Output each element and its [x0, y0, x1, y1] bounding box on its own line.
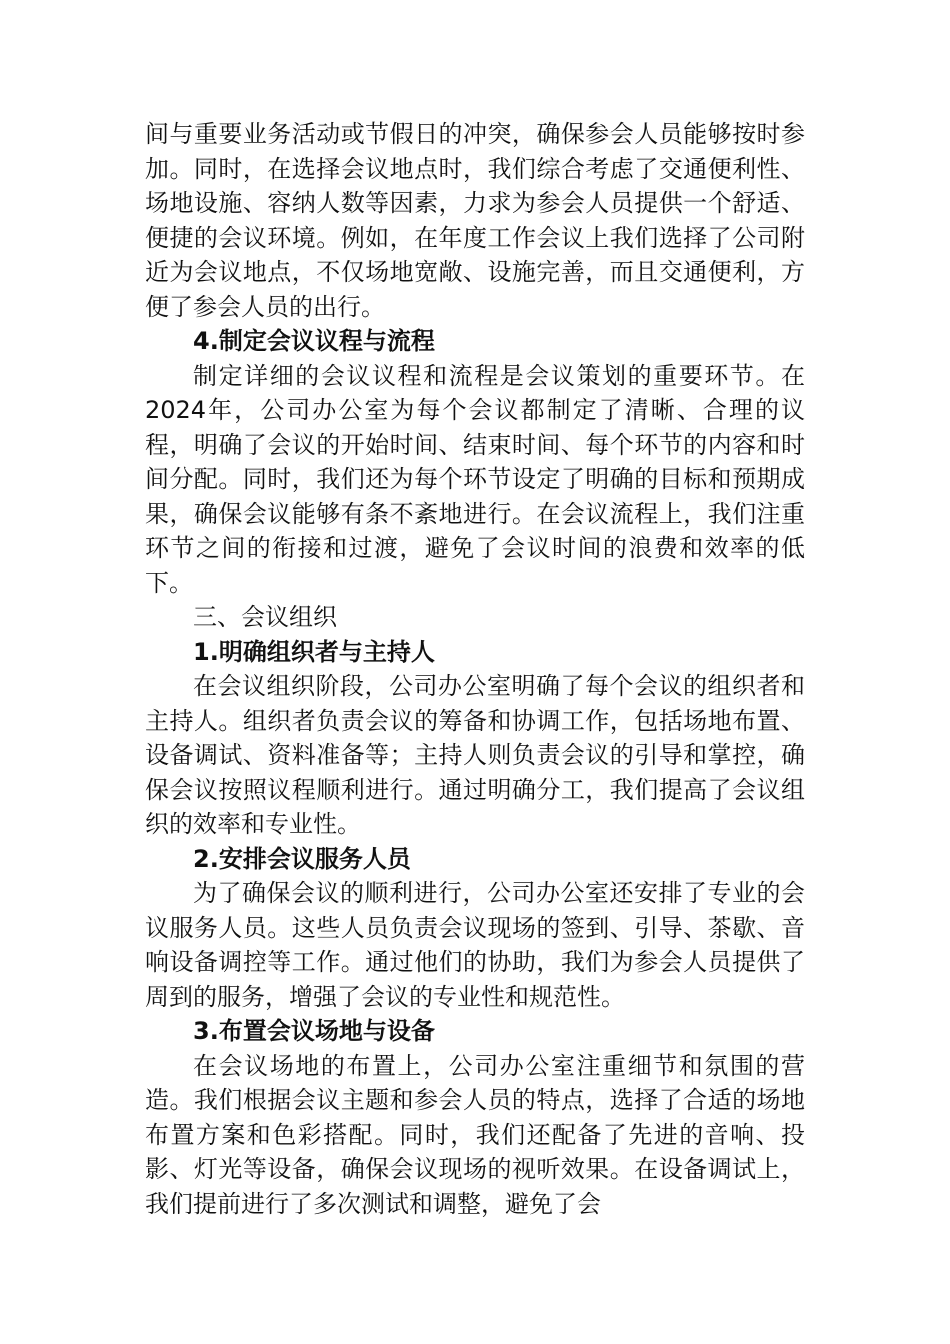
document-page [145, 117, 805, 1221]
section-heading-meeting-organization: 三、会议组织 [193, 603, 337, 631]
body-paragraph: 在会议组织阶段，公司办公室明确了每个会议的组织者和主持人。组织者负责会议的筹备和协调工作，包括场地布置、设备调试、资料准备等；主持人则负责会议的引导和掌控，确保会议按照议程顺利进行。通过明确分工，我们提高了会议组织的效率和专业性。 [145, 672, 805, 838]
body-paragraph: 间与重要业务活动或节假日的冲突，确保参会人员能够按时参加。同时，在选择会议地点时，我们综合考虑了交通便利性、场地设施、容纳人数等因素，力求为参会人员提供一个舒适、便捷的会议环境。例如，在年度工作会议上我们选择了公司附近为会议地点，不仅场地宽敞、设施完善，而且交通便利，方便了参会人员的出行。 [145, 120, 805, 321]
subheading-agenda: 4.制定会议议程与流程 [193, 327, 435, 355]
body-paragraph: 为了确保会议的顺利进行，公司办公室还安排了专业的会议服务人员。这些人员负责会议现场的签到、引导、茶歇、音响设备调控等工作。通过他们的协助，我们为参会人员提供了周到的服务，增强了会议的专业性和规范性。 [145, 879, 805, 1011]
subheading-service-staff: 2.安排会议服务人员 [193, 844, 411, 873]
body-paragraph: 制定详细的会议议程和流程是会议策划的重要环节。在2024年，公司办公室为每个会议都制定了清晰、合理的议程，明确了会议的开始时间、结束时间、每个环节的内容和时间分配。同时，我们还为每个环节设定了明确的目标和预期成果，确保会议能够有条不紊地进行。在会议流程上，我们注重环节之间的衔接和过渡，避免了会议时间的浪费和效率的低下。 [145, 361, 805, 597]
subheading-organizer-host: 1.明确组织者与主持人 [193, 637, 435, 666]
body-paragraph: 在会议场地的布置上，公司办公室注重细节和氛围的营造。我们根据会议主题和参会人员的特点，选择了合适的场地布置方案和色彩搭配。同时，我们还配备了先进的音响、投影、灯光等设备，确保会议现场的视听效果。在设备调试上，我们提前进行了多次测试和调整，避免了会 [145, 1051, 805, 1218]
subheading-venue-equipment: 3.布置会议场地与设备 [193, 1017, 435, 1045]
